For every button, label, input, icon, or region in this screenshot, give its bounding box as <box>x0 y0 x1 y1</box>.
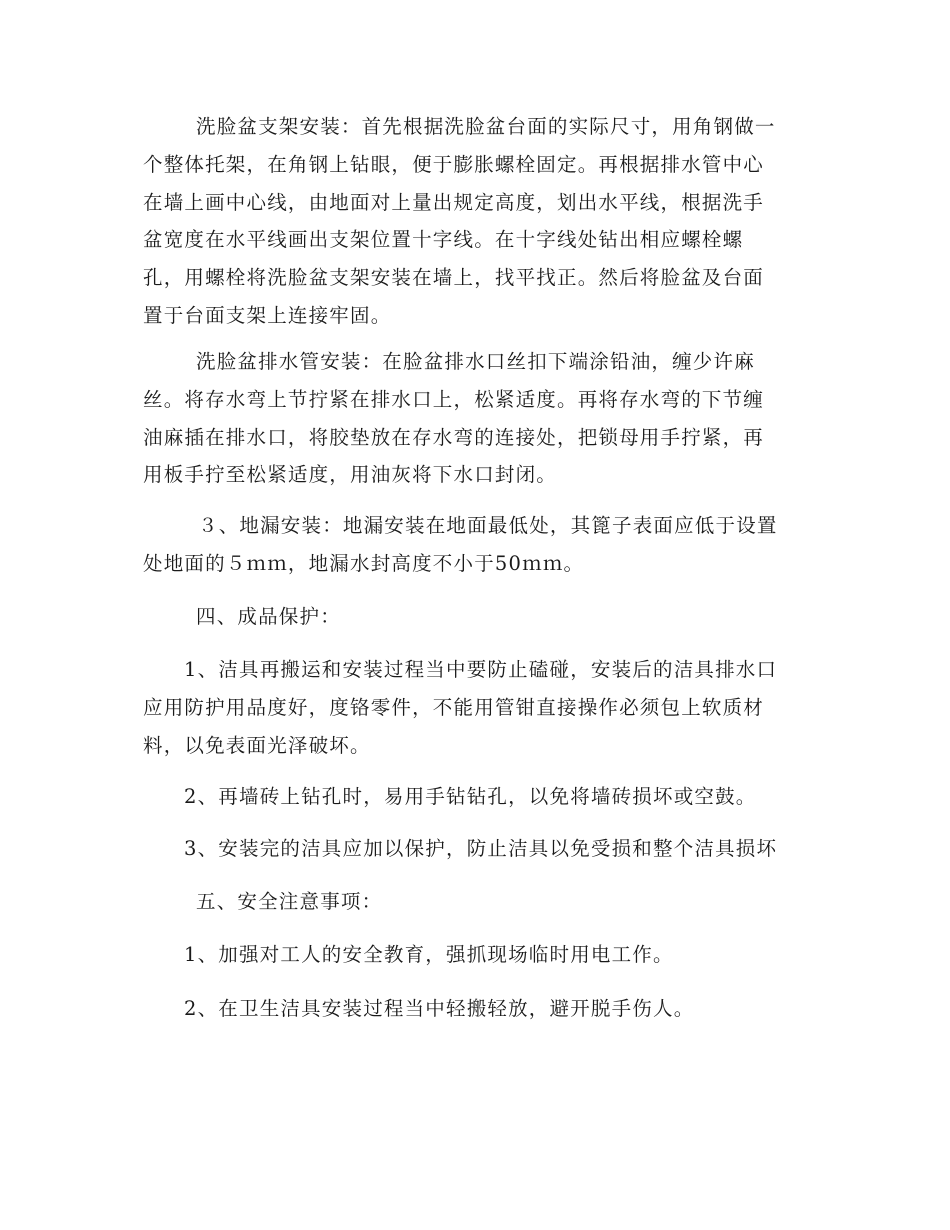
paragraph-protection-item-2 <box>143 778 823 816</box>
paragraph-safety-item-2 <box>143 990 823 1028</box>
text-line: 2、再墙砖上钻孔时，易用手钻钻孔，以免将墙砖损坏或空鼓。 <box>184 785 757 808</box>
text-line: 3、安装完的洁具应加以保护，防止洁具以免受损和整个洁具损坏 <box>184 837 778 860</box>
paragraph-protection-item-1 <box>143 651 823 764</box>
text-line: 1、加强对工人的安全教育，强抓现场临时用电工作。 <box>184 943 674 966</box>
text-line: 料，以免表面光泽破坏。 <box>143 733 371 757</box>
text-line: 五、安全注意事项： <box>196 890 383 913</box>
section-heading-product-protection <box>143 598 823 636</box>
text-line: 洗脸盆排水管安装：在脸盆排水口丝扣下端涂铅油，缠少许麻 <box>196 350 755 373</box>
text-line: 个整体托架，在角钢上钻眼，便于膨胀螺栓固定。再根据排水管中心 <box>143 152 765 176</box>
text-line: 在墙上画中心线，由地面对上量出规定高度，划出水平线，根据洗手 <box>143 190 765 214</box>
text-line: 油麻插在排水口，将胶垫放在存水弯的连接处，把锁母用手拧紧，再 <box>143 425 765 449</box>
paragraph-floor-drain <box>143 507 823 583</box>
text-line: 置于台面支架上连接牢固。 <box>143 303 392 327</box>
paragraph-washbasin-bracket <box>143 108 823 335</box>
text-line: 丝。将存水弯上节拧紧在排水口上，松紧适度。再将存水弯的下节缠 <box>143 387 765 411</box>
paragraph-washbasin-drain <box>143 343 823 494</box>
text-line: 应用防护用品度好，度铬零件，不能用管钳直接操作必须包上软质材 <box>143 695 765 719</box>
text-line: 1、洁具再搬运和安装过程当中要防止磕碰，安装后的洁具排水口 <box>184 658 778 681</box>
text-line: 2、在卫生洁具安装过程当中轻搬轻放，避开脱手伤人。 <box>184 997 695 1020</box>
text-line: 处地面的５ｍｍ，地漏水封高度不小于50ｍｍ。 <box>143 551 585 575</box>
text-line: 盆宽度在水平线画出支架位置十字线。在十字线处钻出相应螺栓螺 <box>143 228 744 252</box>
section-heading-safety <box>143 883 823 921</box>
text-line: ３、地漏安装：地漏安装在地面最低处，其篦子表面应低于设置 <box>198 514 778 537</box>
paragraph-protection-item-3 <box>143 830 823 868</box>
text-line: 用板手拧至松紧适度，用油灰将下水口封闭。 <box>143 463 558 487</box>
text-line: 四、成品保护： <box>196 605 341 628</box>
text-line: 孔，用螺栓将洗脸盆支架安装在墙上，找平找正。然后将脸盆及台面 <box>143 266 765 290</box>
paragraph-safety-item-1 <box>143 936 823 974</box>
text-line: 洗脸盆支架安装：首先根据洗脸盆台面的实际尺寸，用角钢做一 <box>196 115 776 138</box>
